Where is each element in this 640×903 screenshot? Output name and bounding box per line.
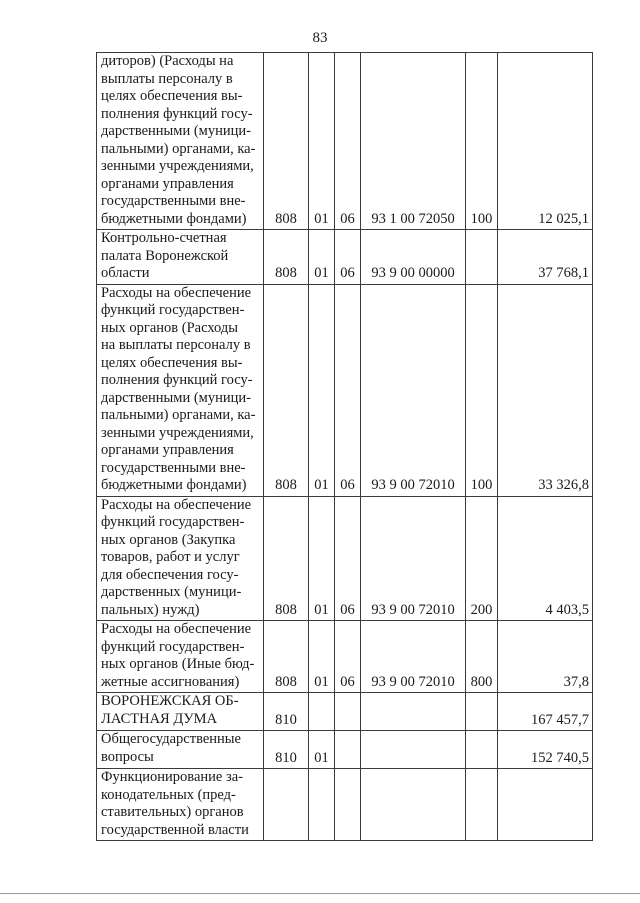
target-article-code: 93 9 00 72010 [361, 496, 466, 621]
amount: 152 740,5 [498, 731, 593, 769]
target-article-code: 93 9 00 72010 [361, 621, 466, 693]
row-name: Расходы на обеспечение функций государствен- ных органов (Иные бюд- жетные ассигнования) [97, 621, 264, 693]
section-code: 01 [309, 284, 335, 496]
row-name: ВОРОНЕЖСКАЯ ОБ- ЛАСТНАЯ ДУМА [97, 693, 264, 731]
expense-type-code [466, 731, 498, 769]
row-name: Расходы на обеспечение функций государствен- ных органов (Расходы на выплаты персоналу в целях обеспечения вы- полнения функций госу- дарственными (муници- пальными) органами, ка- зенными учреждениями, органами управления государственными вне- бюджетными фондами) [97, 284, 264, 496]
amount: 33 326,8 [498, 284, 593, 496]
table-row [97, 731, 593, 769]
section-code [309, 769, 335, 841]
amount: 37 768,1 [498, 230, 593, 285]
ministry-code: 808 [264, 496, 309, 621]
expense-type-code: 800 [466, 621, 498, 693]
ministry-code [264, 769, 309, 841]
amount: 12 025,1 [498, 53, 593, 230]
target-article-code [361, 731, 466, 769]
subsection-code: 06 [335, 496, 361, 621]
ministry-code: 808 [264, 621, 309, 693]
ministry-code: 808 [264, 53, 309, 230]
table-row [97, 53, 593, 230]
row-name: диторов) (Расходы на выплаты персоналу в целях обеспечения вы- полнения функций госу- дарственными (муници- пальными) органами, ка- зенными учреждениями, органами управления государственными вне- бюджетными фондами) [97, 53, 264, 230]
table-row [97, 230, 593, 285]
amount: 4 403,5 [498, 496, 593, 621]
expense-type-code: 200 [466, 496, 498, 621]
section-code: 01 [309, 230, 335, 285]
target-article-code: 93 1 00 72050 [361, 53, 466, 230]
budget-table [96, 52, 593, 841]
expense-type-code: 100 [466, 53, 498, 230]
ministry-code: 808 [264, 230, 309, 285]
row-name: Общегосударственные вопросы [97, 731, 264, 769]
row-name: Контрольно-счетная палата Воронежской области [97, 230, 264, 285]
expense-type-code [466, 769, 498, 841]
section-code: 01 [309, 731, 335, 769]
ministry-code: 808 [264, 284, 309, 496]
subsection-code [335, 731, 361, 769]
table-row [97, 769, 593, 841]
row-name: Функционирование за- конодательных (пред- ставительных) органов государственной власти [97, 769, 264, 841]
ministry-code: 810 [264, 731, 309, 769]
table-row [97, 621, 593, 693]
subsection-code: 06 [335, 621, 361, 693]
target-article-code: 93 9 00 72010 [361, 284, 466, 496]
subsection-code [335, 693, 361, 731]
ministry-code: 810 [264, 693, 309, 731]
amount: 37,8 [498, 621, 593, 693]
table-row [97, 284, 593, 496]
amount [498, 769, 593, 841]
table-row [97, 496, 593, 621]
budget-table-body [97, 53, 593, 841]
expense-type-code: 100 [466, 284, 498, 496]
page-number: 83 [312, 30, 328, 46]
amount: 167 457,7 [498, 693, 593, 731]
expense-type-code [466, 693, 498, 731]
section-code: 01 [309, 53, 335, 230]
expense-type-code [466, 230, 498, 285]
target-article-code [361, 769, 466, 841]
target-article-code [361, 693, 466, 731]
scan-edge-rule [0, 893, 640, 894]
section-code [309, 693, 335, 731]
section-code: 01 [309, 621, 335, 693]
target-article-code: 93 9 00 00000 [361, 230, 466, 285]
subsection-code: 06 [335, 53, 361, 230]
subsection-code: 06 [335, 230, 361, 285]
subsection-code: 06 [335, 284, 361, 496]
subsection-code [335, 769, 361, 841]
row-name: Расходы на обеспечение функций государствен- ных органов (Закупка товаров, работ и услуг для обеспечения госу- дарственных (муници- пальных) нужд) [97, 496, 264, 621]
section-code: 01 [309, 496, 335, 621]
table-row [97, 693, 593, 731]
